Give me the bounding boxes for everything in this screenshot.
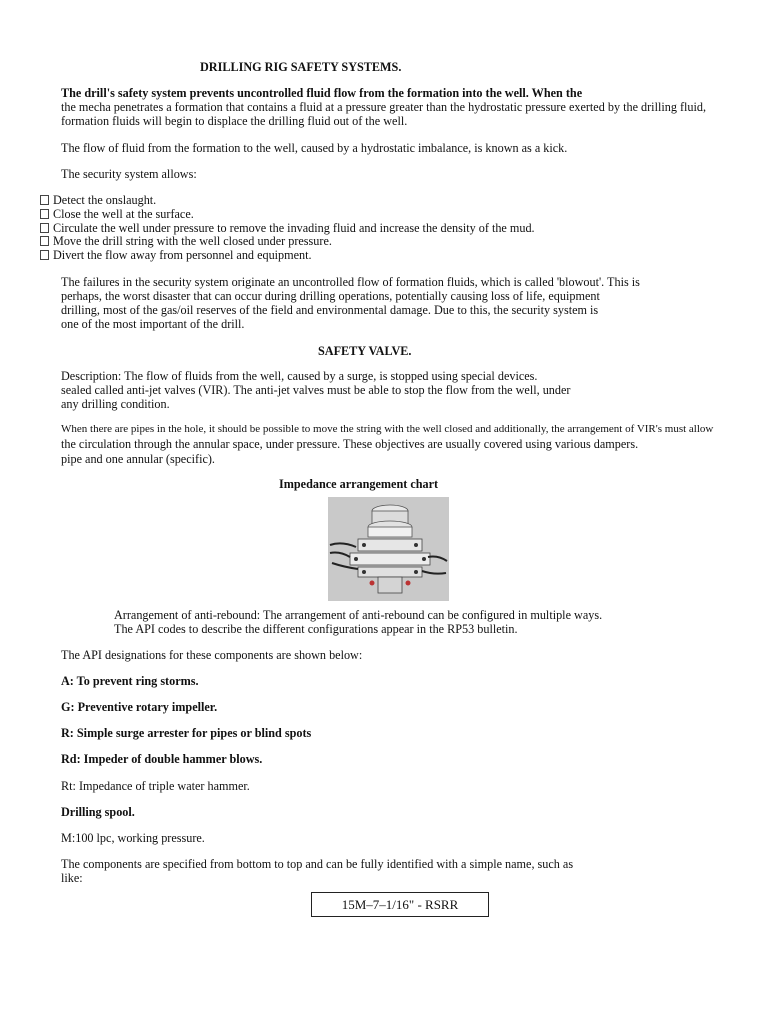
allows-paragraph: The security system allows: [61, 167, 197, 181]
description-line: Description: The flow of fluids from the well, caused by a surge, is stopped using special devices. [61, 369, 538, 383]
description-line: any drilling condition. [61, 397, 170, 411]
designation-g: G: Preventive rotary impeller. [61, 700, 218, 714]
checkbox-icon [40, 209, 49, 219]
checkbox-icon [40, 236, 49, 246]
designation-r: R: Simple surge arrester for pipes or blind spots [61, 726, 312, 740]
bop-stack-illustration [328, 497, 449, 601]
bullet-item: Close the well at the surface. [40, 207, 194, 221]
bullet-item: Divert the flow away from personnel and equipment. [40, 248, 312, 262]
code-example-box: 15M–7–1/16" - RSRR [311, 892, 489, 917]
intro-lead: The drill's safety system prevents uncontrolled fluid flow from the formation into the well. When the [61, 86, 583, 100]
page-title: DRILLING RIG SAFETY SYSTEMS. [200, 60, 402, 74]
arrangement-line: Arrangement of anti-rebound: The arrangement of anti-rebound can be configured in multiple ways. [114, 608, 603, 622]
failures-line: The failures in the security system originate an uncontrolled flow of formation fluids, which is called 'blowout'. This is [61, 275, 640, 289]
components-line: The components are specified from bottom to top and can be fully identified with a simple name, such as [61, 857, 574, 871]
designation-a: A: To prevent ring storms. [61, 674, 199, 688]
pipes-line: When there are pipes in the hole, it should be possible to move the string with the well closed and additionally, the arrangement of VIR's must allow [61, 423, 714, 435]
checkbox-icon [40, 195, 49, 205]
intro-line-2: the mecha penetrates a formation that contains a fluid at a pressure greater than the hydrostatic pressure exerted by the drilling fluid, [61, 100, 707, 114]
failures-line: one of the most important of the drill. [61, 317, 245, 331]
failures-line: drilling, most of the gas/oil reserves of the field and environmental damage. Due to this, the security system is [61, 303, 599, 317]
bullet-item: Move the drill string with the well closed under pressure. [40, 234, 332, 248]
pipes-line: pipe and one annular (specific). [61, 452, 215, 466]
description-line: sealed called anti-jet valves (VIR). The anti-jet valves must be able to stop the flow from the well, under [61, 383, 571, 397]
bullet-item: Detect the onslaught. [40, 193, 156, 207]
designation-spool: Drilling spool. [61, 805, 135, 819]
checkbox-icon [40, 223, 49, 233]
designation-rt: Rt: Impedance of triple water hammer. [61, 779, 250, 793]
api-intro: The API designations for these components are shown below: [61, 648, 363, 662]
checkbox-icon [40, 250, 49, 260]
safety-valve-heading: SAFETY VALVE. [318, 344, 412, 358]
designation-rd: Rd: Impeder of double hammer blows. [61, 752, 263, 766]
designation-m: M:100 lpc, working pressure. [61, 831, 205, 845]
failures-line: perhaps, the worst disaster that can occur during drilling operations, potentially causing loss of life, equipment [61, 289, 600, 303]
intro-line-3: formation fluids will begin to displace the drilling fluid out of the well. [61, 114, 408, 128]
components-line: like: [61, 871, 83, 885]
bop-stack-image [328, 497, 449, 601]
arrangement-line: The API codes to describe the different configurations appear in the RP53 bulletin. [114, 622, 518, 636]
chart-caption: Impedance arrangement chart [279, 477, 439, 491]
kick-paragraph: The flow of fluid from the formation to the well, caused by a hydrostatic imbalance, is known as a kick. [61, 141, 568, 155]
bullet-item: Circulate the well under pressure to remove the invading fluid and increase the density of the mud. [40, 221, 535, 235]
pipes-line: the circulation through the annular space, under pressure. These objectives are usually covered using various dampers. [61, 437, 639, 451]
